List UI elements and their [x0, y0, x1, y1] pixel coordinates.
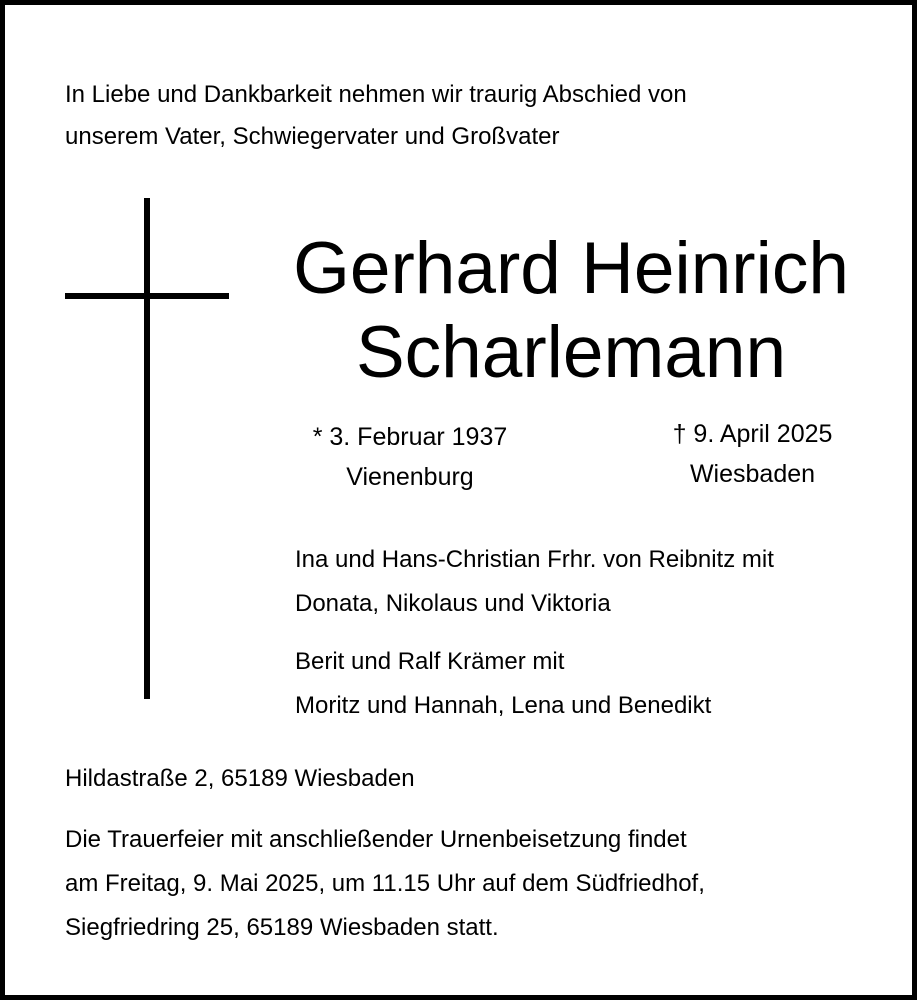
mourner-line: Berit und Ralf Krämer mit	[295, 648, 565, 675]
intro-text	[65, 74, 687, 158]
death-place: Wiesbaden	[689, 460, 816, 488]
mourner-line: Donata, Nikolaus und Viktoria	[295, 590, 611, 617]
birth-date: * 3. Februar 1937	[312, 423, 508, 451]
cross-horizontal-bar	[65, 293, 229, 299]
intro-line: unserem Vater, Schwiegervater und Großvater	[65, 123, 560, 150]
mourner-line: Moritz und Hannah, Lena und Benedikt	[295, 692, 712, 719]
mourner-group	[295, 538, 774, 626]
mourner-line: Ina und Hans-Christian Frhr. von Reibnitz mit	[295, 546, 774, 573]
ceremony-line: Die Trauerfeier mit anschließender Urnenbeisetzung findet	[65, 826, 687, 853]
ceremony-line: am Freitag, 9. Mai 2025, um 11.15 Uhr auf dem Südfriedhof,	[65, 870, 705, 897]
birth-place: Vienenburg	[346, 463, 474, 491]
deceased-name	[261, 227, 881, 395]
ceremony-info	[65, 818, 705, 950]
death-date: † 9. April 2025	[672, 420, 833, 448]
intro-line: In Liebe und Dankbarkeit nehmen wir traurig Abschied von	[65, 81, 687, 108]
ceremony-line: Siegfriedring 25, 65189 Wiesbaden statt.	[65, 914, 499, 941]
family-address: Hildastraße 2, 65189 Wiesbaden	[65, 765, 415, 792]
deceased-name-line: Gerhard Heinrich	[293, 228, 849, 309]
cross-vertical-bar	[144, 198, 150, 699]
mourner-group	[295, 640, 711, 728]
death-info	[635, 414, 870, 494]
birth-info	[275, 417, 545, 497]
deceased-name-line: Scharlemann	[355, 312, 787, 393]
